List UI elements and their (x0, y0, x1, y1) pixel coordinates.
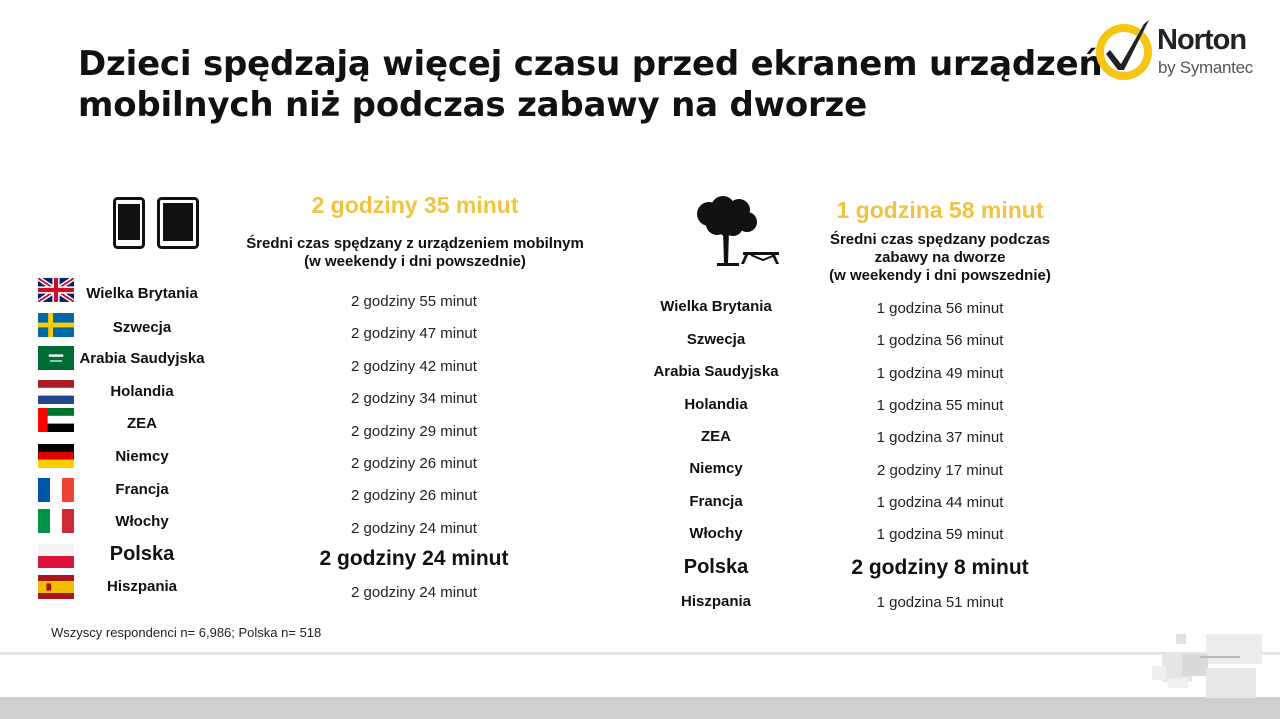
mobile-headline: 2 godziny 35 minut (311, 192, 519, 218)
mobile-value-3: 2 godziny 42 minut (351, 358, 477, 375)
outdoor-value-6: 2 godziny 17 minut (877, 462, 1003, 479)
outdoor-value-9: 2 godziny 8 minut (851, 556, 1029, 579)
outdoor-country-1: Wielka Brytania (660, 298, 772, 315)
title-line-1: Dzieci spędzają więcej czasu przed ekranem urządzeń (78, 44, 1103, 84)
outdoor-value-1: 1 godzina 56 minut (876, 300, 1004, 317)
outdoor-country-5: ZEA (701, 428, 731, 445)
mobile-country-7: Francja (115, 481, 169, 498)
mobile-country-9: Polska (109, 543, 175, 565)
outdoor-subtitle-line-3: (w weekendy i dni powszednie) (829, 267, 1051, 284)
mobile-subtitle (215, 235, 615, 271)
outdoor-value-8: 1 godzina 59 minut (876, 526, 1004, 543)
flag-france-icon (38, 478, 74, 502)
page-title (78, 44, 1103, 126)
bottom-bar (0, 697, 1280, 719)
mobile-country-3: Arabia Saudyjska (79, 350, 205, 367)
norton-logo-icon (1094, 14, 1160, 82)
mobile-country-8: Włochy (115, 513, 169, 530)
mobile-country-5: ZEA (127, 415, 157, 432)
mobile-value-5: 2 godziny 29 minut (351, 423, 477, 440)
flag-germany-icon (38, 444, 74, 468)
outdoor-country-7: Francja (689, 493, 743, 510)
flag-sweden-icon (38, 313, 74, 337)
outdoor-subtitle-line-2: zabawy na dworze (874, 249, 1006, 266)
outdoor-value-10: 1 godzina 51 minut (876, 594, 1004, 611)
flag-spain-icon (38, 575, 74, 599)
title-line-2: mobilnych niż podczas zabawy na dworze (78, 85, 868, 125)
outdoor-value-4: 1 godzina 55 minut (876, 397, 1004, 414)
tree-bench-icon (693, 196, 783, 268)
mobile-country-6: Niemcy (115, 448, 169, 465)
outdoor-country-2: Szwecja (686, 331, 746, 348)
logo-name: Norton (1157, 24, 1247, 56)
outdoor-value-3: 1 godzina 49 minut (876, 365, 1004, 382)
mobile-value-9: 2 godziny 24 minut (319, 547, 509, 570)
mobile-country-2: Szwecja (112, 319, 172, 336)
outdoor-country-4: Holandia (684, 396, 748, 413)
outdoor-subtitle (790, 231, 1090, 285)
flag-uk-icon (38, 278, 74, 302)
flag-italy-icon (38, 509, 74, 533)
flag-uae-icon (38, 408, 74, 432)
outdoor-headline: 1 godzina 58 minut (836, 197, 1044, 223)
outdoor-country-9: Polska (683, 556, 749, 578)
mobile-value-7: 2 godziny 26 minut (351, 487, 477, 504)
mobile-value-10: 2 godziny 24 minut (351, 584, 477, 601)
mobile-value-6: 2 godziny 26 minut (351, 455, 477, 472)
outdoor-subtitle-line-1: Średni czas spędzany podczas (829, 231, 1051, 248)
flag-netherlands-icon (38, 380, 74, 404)
outdoor-value-5: 1 godzina 37 minut (876, 429, 1004, 446)
pixel-decoration-icon (1150, 632, 1265, 700)
mobile-value-1: 2 godziny 55 minut (351, 293, 477, 310)
mobile-value-2: 2 godziny 47 minut (351, 325, 477, 342)
flag-poland-icon (38, 544, 74, 568)
outdoor-value-7: 1 godzina 44 minut (876, 494, 1004, 511)
outdoor-country-3: Arabia Saudyjska (653, 363, 779, 380)
mobile-subtitle-line-1: Średni czas spędzany z urządzeniem mobilnym (246, 235, 584, 252)
mobile-value-8: 2 godziny 24 minut (351, 520, 477, 537)
mobile-value-4: 2 godziny 34 minut (351, 390, 477, 407)
logo-sub: by Symantec (1158, 58, 1253, 77)
flag-saudi-arabia-icon (38, 346, 74, 370)
outdoor-country-6: Niemcy (689, 460, 743, 477)
mobile-subtitle-line-2: (w weekendy i dni powszednie) (304, 253, 526, 270)
bottom-divider (0, 652, 1280, 655)
outdoor-value-2: 1 godzina 56 minut (876, 332, 1004, 349)
tablet-icon (157, 197, 199, 249)
outdoor-country-10: Hiszpania (680, 593, 752, 610)
mobile-country-1: Wielka Brytania (86, 285, 198, 302)
outdoor-country-8: Włochy (689, 525, 743, 542)
footnote: Wszyscy respondenci n= 6,986; Polska n= 518 (51, 625, 322, 640)
mobile-country-4: Holandia (110, 383, 174, 400)
smartphone-icon (113, 197, 145, 249)
mobile-country-10: Hiszpania (106, 578, 178, 595)
